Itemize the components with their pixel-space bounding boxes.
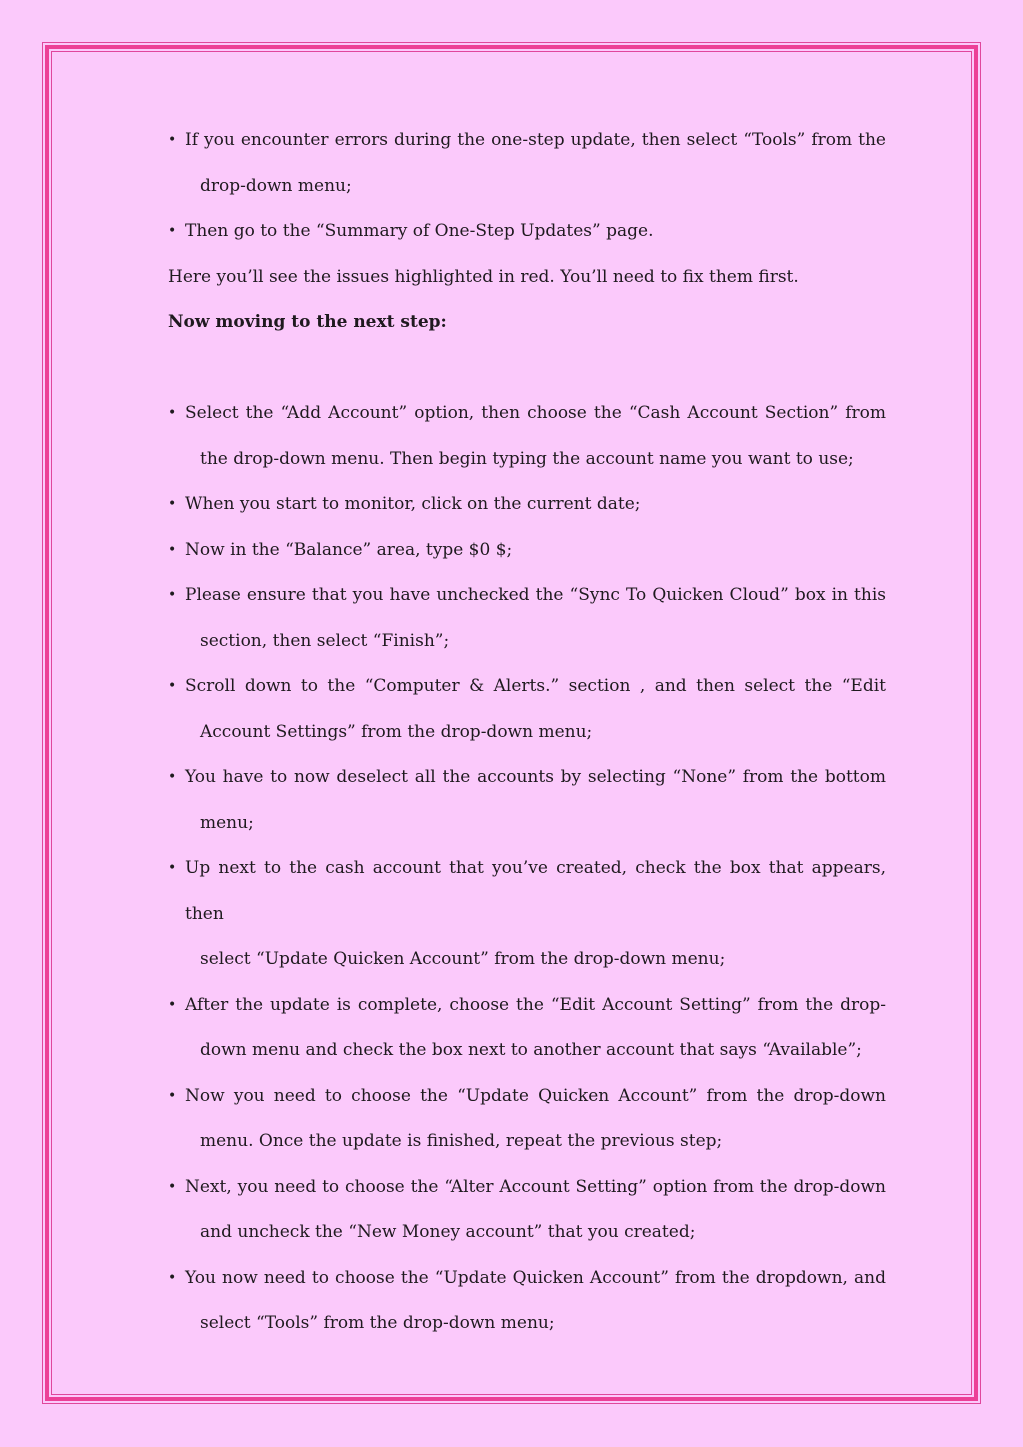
- list-item: [168, 1165, 886, 1256]
- list-item-line: Now in the “Balance” area, type $0 $;: [185, 539, 513, 560]
- bullet-icon: •: [168, 769, 177, 785]
- document-body: [168, 118, 886, 1347]
- list-item: [168, 1074, 886, 1165]
- list-item-continuation: down menu and check the box next to another account that says “Available”;: [200, 1040, 862, 1060]
- list-item: [168, 482, 886, 528]
- list-item-line: Next, you need to choose the “Alter Account Setting” option from the drop-down: [185, 1176, 886, 1197]
- paragraph-issues: Here you’ll see the issues highlighted in red. You’ll need to fix them first.: [168, 266, 799, 287]
- list-item-line: Scroll down to the “Computer & Alerts.” section , and then select the “Edit: [185, 676, 886, 696]
- bullet-icon: •: [168, 587, 177, 603]
- spacer: [168, 346, 886, 392]
- list-item: [168, 391, 886, 482]
- list-item-line: You have to now deselect all the accounts by selecting “None” from the bottom: [185, 767, 886, 787]
- list-item-line: Now you need to choose the “Update Quicken Account” from the drop-down: [185, 1085, 886, 1106]
- bullet-list-steps: [168, 391, 886, 1347]
- list-item-line: After the update is complete, choose the “Edit Account Setting” from the drop-: [185, 994, 886, 1015]
- list-item: [168, 1256, 886, 1347]
- list-item: [168, 528, 886, 574]
- list-item-continuation: drop-down menu;: [200, 175, 352, 196]
- list-item: [168, 209, 886, 255]
- list-item: [168, 118, 886, 209]
- list-item: [168, 664, 886, 755]
- list-item: [168, 846, 886, 983]
- list-item-continuation: select “Update Quicken Account” from the drop-down menu;: [200, 949, 726, 969]
- list-item-line: You now need to choose the “Update Quicken Account” from the dropdown, and: [185, 1267, 886, 1288]
- list-item-continuation: the drop-down menu. Then begin typing the account name you want to use;: [200, 448, 854, 469]
- bullet-list-errors: [168, 118, 886, 255]
- bullet-icon: •: [168, 996, 177, 1013]
- list-item-continuation: menu;: [200, 812, 254, 833]
- bullet-icon: •: [168, 678, 177, 694]
- list-item: [168, 983, 886, 1074]
- list-item-line: Up next to the cash account that you’ve created, check the box that appears, then: [185, 858, 886, 924]
- bullet-icon: •: [168, 541, 177, 558]
- list-item-continuation: and uncheck the “New Money account” that you created;: [200, 1222, 696, 1242]
- bullet-icon: •: [168, 860, 177, 876]
- list-item-line: Please ensure that you have unchecked the “Sync To Quicken Cloud” box in this: [185, 585, 886, 605]
- list-item: [168, 573, 886, 664]
- list-item-continuation: section, then select “Finish”;: [200, 630, 450, 651]
- list-item: [168, 755, 886, 846]
- list-item-line: When you start to monitor, click on the current date;: [185, 494, 641, 514]
- bullet-icon: •: [168, 1087, 177, 1104]
- list-item-continuation: select “Tools” from the drop-down menu;: [200, 1313, 555, 1333]
- bullet-icon: •: [168, 1269, 177, 1286]
- list-item-line: If you encounter errors during the one-step update, then select “Tools” from the: [185, 130, 886, 150]
- list-item-continuation: Account Settings” from the drop-down menu;: [200, 721, 593, 742]
- list-item-continuation: menu. Once the update is finished, repeat the previous step;: [200, 1131, 723, 1151]
- bullet-icon: •: [168, 1178, 177, 1195]
- list-item-line: Select the “Add Account” option, then choose the “Cash Account Section” from: [185, 403, 886, 423]
- section-heading: Now moving to the next step:: [168, 312, 447, 332]
- bullet-icon: •: [168, 496, 177, 512]
- bullet-icon: •: [168, 132, 177, 148]
- list-item-line: Then go to the “Summary of One-Step Updates” page.: [185, 221, 654, 241]
- bullet-icon: •: [168, 223, 177, 239]
- bullet-icon: •: [168, 405, 177, 421]
